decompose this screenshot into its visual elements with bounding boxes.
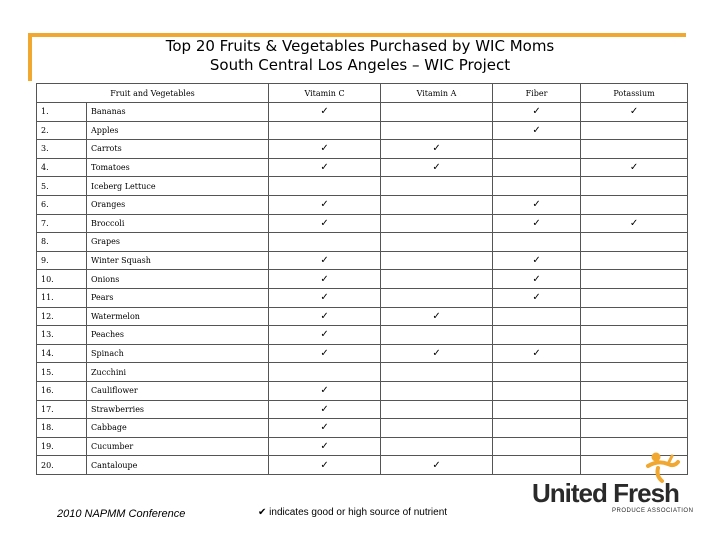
cell-vitc-check: ✓ — [269, 288, 381, 307]
cell-vita-check — [381, 363, 493, 382]
logo-subtitle: PRODUCE ASSOCIATION — [612, 508, 694, 514]
conference-label: 2010 NAPMM Conference — [57, 508, 186, 520]
logo-wordmark: United Fresh — [532, 478, 679, 508]
cell-fiber-check: ✓ — [493, 214, 581, 233]
header-vitamin-a: Vitamin A — [381, 84, 493, 103]
cell-potassium-check — [581, 326, 688, 345]
cell-fiber-check — [493, 381, 581, 400]
row-produce-name: Winter Squash — [87, 251, 269, 270]
cell-vitc-check: ✓ — [269, 400, 381, 419]
united-fresh-logo — [532, 450, 702, 520]
table-row — [37, 363, 688, 382]
cell-vita-check — [381, 400, 493, 419]
row-number: 6. — [37, 195, 87, 214]
cell-vitc-check: ✓ — [269, 326, 381, 345]
table-row — [37, 307, 688, 326]
cell-vitc-check: ✓ — [269, 103, 381, 122]
row-produce-name: Spinach — [87, 344, 269, 363]
row-produce-name: Grapes — [87, 233, 269, 252]
row-produce-name: Pears — [87, 288, 269, 307]
cell-vitc-check: ✓ — [269, 214, 381, 233]
row-produce-name: Apples — [87, 121, 269, 140]
cell-potassium-check: ✓ — [581, 103, 688, 122]
cell-vitc-check — [269, 363, 381, 382]
cell-potassium-check — [581, 270, 688, 289]
table-row — [37, 400, 688, 419]
slide-title — [32, 37, 688, 75]
cell-vita-check — [381, 326, 493, 345]
cell-fiber-check: ✓ — [493, 195, 581, 214]
cell-vitc-check: ✓ — [269, 437, 381, 456]
row-produce-name: Peaches — [87, 326, 269, 345]
row-number: 12. — [37, 307, 87, 326]
cell-vita-check: ✓ — [381, 344, 493, 363]
cell-vita-check: ✓ — [381, 140, 493, 159]
row-produce-name: Strawberries — [87, 400, 269, 419]
cell-fiber-check — [493, 233, 581, 252]
table-row — [37, 270, 688, 289]
row-number: 20. — [37, 456, 87, 475]
cell-fiber-check — [493, 326, 581, 345]
cell-vita-check — [381, 381, 493, 400]
table-row — [37, 195, 688, 214]
cell-fiber-check — [493, 307, 581, 326]
row-number: 3. — [37, 140, 87, 159]
cell-vita-check — [381, 214, 493, 233]
row-produce-name: Onions — [87, 270, 269, 289]
row-produce-name: Oranges — [87, 195, 269, 214]
cell-vitc-check — [269, 233, 381, 252]
cell-fiber-check: ✓ — [493, 270, 581, 289]
row-produce-name: Cucumber — [87, 437, 269, 456]
cell-fiber-check — [493, 400, 581, 419]
cell-vita-check: ✓ — [381, 158, 493, 177]
cell-vitc-check: ✓ — [269, 195, 381, 214]
row-number: 8. — [37, 233, 87, 252]
cell-vita-check — [381, 177, 493, 196]
row-produce-name: Tomatoes — [87, 158, 269, 177]
table-row — [37, 419, 688, 438]
cell-potassium-check — [581, 177, 688, 196]
row-number: 7. — [37, 214, 87, 233]
cell-vitc-check: ✓ — [269, 381, 381, 400]
table-body — [37, 103, 688, 475]
title-line-1: Top 20 Fruits & Vegetables Purchased by WIC Moms — [165, 37, 555, 55]
cell-fiber-check: ✓ — [493, 251, 581, 270]
table-row — [37, 158, 688, 177]
table-row — [37, 233, 688, 252]
row-number: 4. — [37, 158, 87, 177]
cell-vita-check — [381, 195, 493, 214]
cell-vita-check — [381, 419, 493, 438]
cell-vitc-check: ✓ — [269, 456, 381, 475]
row-number: 15. — [37, 363, 87, 382]
cell-vita-check: ✓ — [381, 307, 493, 326]
cell-fiber-check — [493, 419, 581, 438]
cell-fiber-check: ✓ — [493, 288, 581, 307]
row-number: 16. — [37, 381, 87, 400]
row-produce-name: Broccoli — [87, 214, 269, 233]
cell-vitc-check: ✓ — [269, 140, 381, 159]
nutrient-table — [36, 83, 688, 475]
cell-vitc-check: ✓ — [269, 270, 381, 289]
cell-vita-check — [381, 437, 493, 456]
header-fruit-and-vegetables: Fruit and Vegetables — [37, 84, 269, 103]
row-produce-name: Carrots — [87, 140, 269, 159]
cell-vita-check — [381, 103, 493, 122]
row-produce-name: Cabbage — [87, 419, 269, 438]
cell-vita-check — [381, 270, 493, 289]
cell-potassium-check — [581, 400, 688, 419]
cell-potassium-check — [581, 419, 688, 438]
cell-fiber-check — [493, 158, 581, 177]
cell-potassium-check — [581, 363, 688, 382]
table-row — [37, 140, 688, 159]
table-row — [37, 344, 688, 363]
cell-potassium-check: ✓ — [581, 214, 688, 233]
cell-potassium-check — [581, 344, 688, 363]
cell-vitc-check: ✓ — [269, 158, 381, 177]
row-number: 14. — [37, 344, 87, 363]
header-vitamin-c: Vitamin C — [269, 84, 381, 103]
table-row — [37, 121, 688, 140]
cell-fiber-check — [493, 177, 581, 196]
cell-vita-check — [381, 233, 493, 252]
title-line-2: South Central Los Angeles – WIC Project — [209, 56, 511, 74]
row-produce-name: Watermelon — [87, 307, 269, 326]
cell-fiber-check — [493, 140, 581, 159]
cell-potassium-check — [581, 288, 688, 307]
row-produce-name: Iceberg Lettuce — [87, 177, 269, 196]
row-produce-name: Cauliflower — [87, 381, 269, 400]
row-number: 10. — [37, 270, 87, 289]
row-number: 2. — [37, 121, 87, 140]
row-number: 19. — [37, 437, 87, 456]
cell-vitc-check — [269, 121, 381, 140]
cell-vitc-check: ✓ — [269, 251, 381, 270]
cell-potassium-check — [581, 195, 688, 214]
table-row — [37, 288, 688, 307]
cell-vita-check — [381, 251, 493, 270]
header-potassium: Potassium — [581, 84, 688, 103]
cell-fiber-check — [493, 363, 581, 382]
row-produce-name: Bananas — [87, 103, 269, 122]
cell-potassium-check — [581, 233, 688, 252]
table-row — [37, 103, 688, 122]
cell-potassium-check — [581, 251, 688, 270]
table-row — [37, 177, 688, 196]
cell-fiber-check: ✓ — [493, 344, 581, 363]
row-number: 5. — [37, 177, 87, 196]
cell-potassium-check — [581, 140, 688, 159]
cell-fiber-check: ✓ — [493, 103, 581, 122]
table-row — [37, 326, 688, 345]
row-number: 11. — [37, 288, 87, 307]
row-produce-name: Zucchini — [87, 363, 269, 382]
cell-vita-check — [381, 288, 493, 307]
row-number: 9. — [37, 251, 87, 270]
cell-potassium-check — [581, 381, 688, 400]
cell-vita-check — [381, 121, 493, 140]
cell-potassium-check: ✓ — [581, 158, 688, 177]
table-row — [37, 381, 688, 400]
row-number: 13. — [37, 326, 87, 345]
row-number: 1. — [37, 103, 87, 122]
table-row — [37, 214, 688, 233]
legend-note: ✔ indicates good or high source of nutrient — [258, 507, 448, 518]
table-header-row — [37, 84, 688, 103]
cell-fiber-check: ✓ — [493, 121, 581, 140]
cell-potassium-check — [581, 121, 688, 140]
row-number: 17. — [37, 400, 87, 419]
header-fiber: Fiber — [493, 84, 581, 103]
cell-vitc-check: ✓ — [269, 419, 381, 438]
cell-potassium-check — [581, 307, 688, 326]
table-row — [37, 251, 688, 270]
cell-vitc-check: ✓ — [269, 307, 381, 326]
cell-vita-check: ✓ — [381, 456, 493, 475]
cell-vitc-check: ✓ — [269, 344, 381, 363]
row-number: 18. — [37, 419, 87, 438]
row-produce-name: Cantaloupe — [87, 456, 269, 475]
cell-vitc-check — [269, 177, 381, 196]
